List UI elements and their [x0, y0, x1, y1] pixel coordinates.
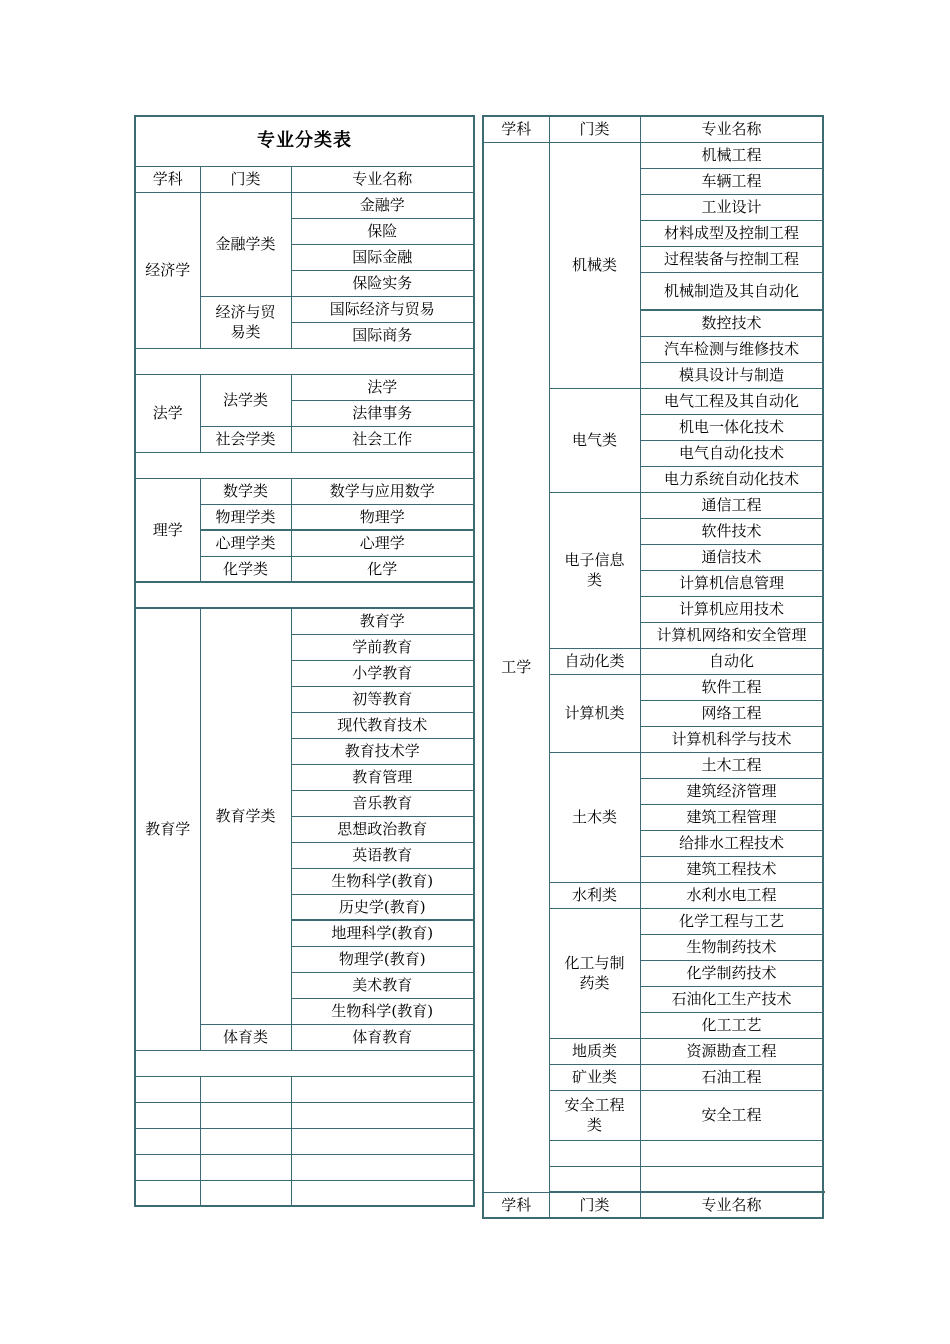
spacer-row [135, 348, 474, 374]
empty-cell [135, 1154, 200, 1180]
header-major: 专业名称 [640, 116, 823, 142]
major-cell: 教育技术学 [291, 738, 474, 764]
category-cell: 心理学类 [200, 530, 291, 556]
empty-cell [135, 1180, 200, 1206]
category-cell: 机械类 [549, 142, 640, 388]
major-cell: 社会工作 [291, 426, 474, 452]
category-cell: 法学类 [200, 374, 291, 426]
major-cell: 金融学 [291, 192, 474, 218]
major-cell: 化学制药技术 [640, 960, 823, 986]
major-cell: 物理学(教育) [291, 946, 474, 972]
footer-header-subject: 学科 [483, 1192, 549, 1218]
empty-cell [200, 1128, 291, 1154]
major-cell: 数控技术 [640, 310, 823, 336]
empty-cell [291, 1076, 474, 1102]
major-cell: 土木工程 [640, 752, 823, 778]
major-cell: 心理学 [291, 530, 474, 556]
category-cell: 计算机类 [549, 674, 640, 752]
empty-cell [291, 1154, 474, 1180]
major-cell: 通信技术 [640, 544, 823, 570]
empty-cell [640, 1140, 823, 1166]
table-title: 专业分类表 [135, 116, 474, 166]
empty-cell [640, 1166, 823, 1192]
major-cell: 英语教育 [291, 842, 474, 868]
major-cell: 音乐教育 [291, 790, 474, 816]
major-cell: 机械制造及其自动化 [640, 272, 823, 310]
subject-cell: 法学 [135, 374, 200, 452]
category-cell: 体育类 [200, 1024, 291, 1050]
major-cell: 国际金融 [291, 244, 474, 270]
major-cell: 数学与应用数学 [291, 478, 474, 504]
category-cell: 地质类 [549, 1038, 640, 1064]
major-cell: 教育管理 [291, 764, 474, 790]
spacer-row [135, 582, 474, 608]
major-cell: 计算机信息管理 [640, 570, 823, 596]
major-cell: 软件工程 [640, 674, 823, 700]
spacer-row [135, 1050, 474, 1076]
major-classification-table-left [134, 115, 475, 1207]
empty-cell [200, 1076, 291, 1102]
major-cell: 保险实务 [291, 270, 474, 296]
major-cell: 初等教育 [291, 686, 474, 712]
header-category: 门类 [549, 116, 640, 142]
major-cell: 模具设计与制造 [640, 362, 823, 388]
major-cell: 水利水电工程 [640, 882, 823, 908]
major-cell: 教育学 [291, 608, 474, 634]
category-cell: 经济与贸易类 [200, 296, 291, 348]
empty-cell [549, 1140, 640, 1166]
category-cell: 化工与制药类 [549, 908, 640, 1038]
major-cell: 计算机科学与技术 [640, 726, 823, 752]
major-cell: 自动化 [640, 648, 823, 674]
category-cell: 金融学类 [200, 192, 291, 296]
subject-cell: 工学 [483, 142, 549, 1192]
major-cell: 美术教育 [291, 972, 474, 998]
category-cell: 数学类 [200, 478, 291, 504]
major-cell: 过程装备与控制工程 [640, 246, 823, 272]
major-cell: 历史学(教育) [291, 894, 474, 920]
major-cell: 国际商务 [291, 322, 474, 348]
major-cell: 生物制药技术 [640, 934, 823, 960]
major-cell: 生物科学(教育) [291, 998, 474, 1024]
category-cell: 土木类 [549, 752, 640, 882]
major-cell: 石油工程 [640, 1064, 823, 1090]
major-cell: 材料成型及控制工程 [640, 220, 823, 246]
major-classification-table-right [482, 115, 824, 1219]
major-cell: 地理科学(教育) [291, 920, 474, 946]
category-cell: 物理学类 [200, 504, 291, 530]
major-cell: 软件技术 [640, 518, 823, 544]
major-cell: 小学教育 [291, 660, 474, 686]
major-cell: 机械工程 [640, 142, 823, 168]
empty-cell [135, 1102, 200, 1128]
subject-cell: 教育学 [135, 608, 200, 1050]
category-cell: 电气类 [549, 388, 640, 492]
major-cell: 车辆工程 [640, 168, 823, 194]
major-cell: 保险 [291, 218, 474, 244]
category-cell: 自动化类 [549, 648, 640, 674]
major-cell: 学前教育 [291, 634, 474, 660]
major-cell: 通信工程 [640, 492, 823, 518]
major-cell: 安全工程 [640, 1090, 823, 1140]
major-cell: 化学工程与工艺 [640, 908, 823, 934]
major-cell: 给排水工程技术 [640, 830, 823, 856]
major-cell: 计算机网络和安全管理 [640, 622, 823, 648]
empty-cell [200, 1102, 291, 1128]
major-cell: 物理学 [291, 504, 474, 530]
subject-cell: 理学 [135, 478, 200, 582]
empty-cell [200, 1154, 291, 1180]
major-cell: 体育教育 [291, 1024, 474, 1050]
major-cell: 电力系统自动化技术 [640, 466, 823, 492]
category-cell: 化学类 [200, 556, 291, 582]
major-cell: 建筑经济管理 [640, 778, 823, 804]
major-cell: 思想政治教育 [291, 816, 474, 842]
major-cell: 国际经济与贸易 [291, 296, 474, 322]
major-cell: 建筑工程技术 [640, 856, 823, 882]
major-cell: 生物科学(教育) [291, 868, 474, 894]
major-cell: 工业设计 [640, 194, 823, 220]
major-cell: 汽车检测与维修技术 [640, 336, 823, 362]
major-cell: 机电一体化技术 [640, 414, 823, 440]
major-cell: 计算机应用技术 [640, 596, 823, 622]
major-cell: 电气工程及其自动化 [640, 388, 823, 414]
major-cell: 建筑工程管理 [640, 804, 823, 830]
major-cell: 网络工程 [640, 700, 823, 726]
header-subject: 学科 [135, 166, 200, 192]
empty-cell [291, 1102, 474, 1128]
footer-header-category: 门类 [549, 1192, 640, 1218]
major-cell: 化学 [291, 556, 474, 582]
header-major: 专业名称 [291, 166, 474, 192]
category-cell: 安全工程类 [549, 1090, 640, 1140]
major-cell: 法学 [291, 374, 474, 400]
category-cell: 社会学类 [200, 426, 291, 452]
header-category: 门类 [200, 166, 291, 192]
major-cell: 资源勘查工程 [640, 1038, 823, 1064]
empty-cell [135, 1076, 200, 1102]
empty-cell [291, 1180, 474, 1206]
major-cell: 化工工艺 [640, 1012, 823, 1038]
subject-cell: 经济学 [135, 192, 200, 348]
spacer-row [135, 452, 474, 478]
major-cell: 石油化工生产技术 [640, 986, 823, 1012]
empty-cell [549, 1166, 640, 1192]
major-cell: 现代教育技术 [291, 712, 474, 738]
footer-header-major: 专业名称 [640, 1192, 823, 1218]
major-cell: 法律事务 [291, 400, 474, 426]
empty-cell [200, 1180, 291, 1206]
empty-cell [135, 1128, 200, 1154]
empty-cell [291, 1128, 474, 1154]
category-cell: 电子信息类 [549, 492, 640, 648]
category-cell: 水利类 [549, 882, 640, 908]
header-subject: 学科 [483, 116, 549, 142]
major-cell: 电气自动化技术 [640, 440, 823, 466]
category-cell: 教育学类 [200, 608, 291, 1024]
category-cell: 矿业类 [549, 1064, 640, 1090]
